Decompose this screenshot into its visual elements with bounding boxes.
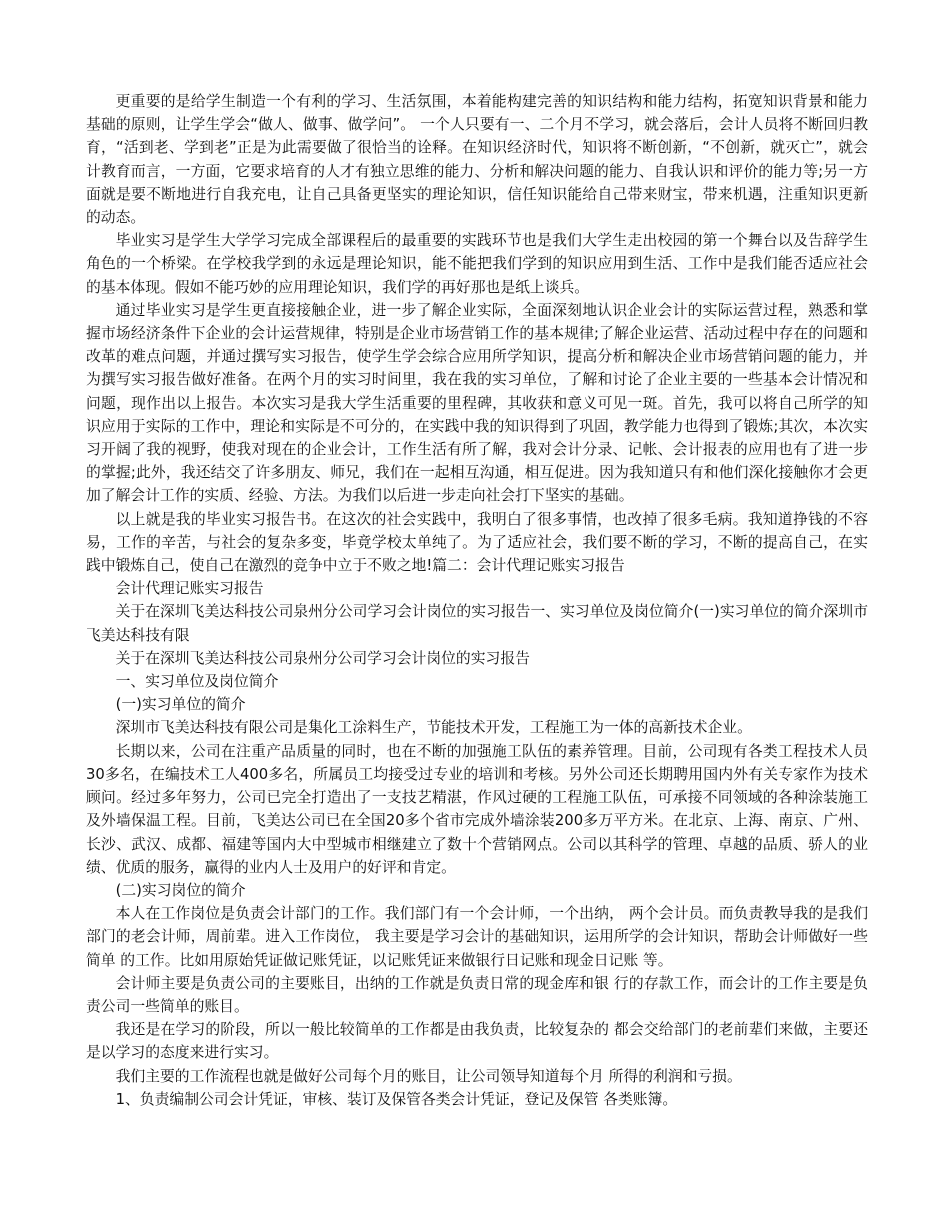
- subsection-heading-unit: (一)实习单位的简介: [115, 696, 246, 714]
- paragraph-learning-stage: 我还是在学习的阶段，所以一般比较简单的工作都是由我负责，比较复杂的 都会交给部门的老前辈们来做，主要还是以学习的态度来进行实习。: [86, 1021, 868, 1062]
- paragraph-internship-importance: 毕业实习是学生大学学习完成全部课程后的最重要的实践环节也是我们大学生走出校园的第一个舞台以及告辞学生角色的一个桥梁。在学校我学到的永远是理论知识，能不能把我们学到的知识应用到生活、工作中是我们能否适应社会的基本体现。假如不能巧妙的应用理论知识，我们学的再好那也是纸上谈兵。: [86, 232, 868, 296]
- report-subtitle: 关于在深圳飞美达科技公司泉州分公司学习会计岗位的实习报告: [115, 649, 530, 667]
- paragraph-education-philosophy: 更重要的是给学生制造一个有利的学习、生活氛围，本着能构建完善的知识结构和能力结构，拓宽知识背景和能力基础的原则，让学生学会“做人、做事、做学问”。 一个人只要有一、二个月不学习，就会落后，会计人员将不断回归教育，“活到老、学到老”正是为此需要做了很恰当的诠释。在知识经济时代，知识将不断创新，“不创新，就灭亡”，就会计教育而言，一方面，它要求培育的人才有独立思维的能力、分析和解决问题的能力、自我认识和评价的能力等;另一方面就是要不断地进行自我充电，让自己具备更坚实的理论知识，信任知识能给自己带来财宝，带来机遇，注重知识更新的动态。: [86, 93, 868, 227]
- paragraph-report-summary: 关于在深圳飞美达科技公司泉州分公司学习会计岗位的实习报告一、实习单位及岗位简介(一)实习单位的简介深圳市飞美达科技有限: [86, 603, 868, 644]
- paragraph-conclusion: 以上就是我的毕业实习报告书。在这次的社会实践中，我明白了很多事情，也改掉了很多毛病。我知道挣钱的不容易，工作的辛苦，与社会的复杂多变，毕竟学校太单纯了。为了适应社会，我们要不断的学习，不断的提高自己，在实践中锻炼自己，使自己在激烈的竞争中立于不败之地!篇二：会计代理记账实习报告: [86, 510, 868, 575]
- paragraph-company-intro: 深圳市飞美达科技有限公司是集化工涂料生产，节能技术开发，工程施工为一体的高新技术企业。: [115, 719, 752, 737]
- document-body: [86, 90, 868, 1111]
- paragraph-internship-goals: 通过毕业实习是学生更直接接触企业，进一步了解企业实际，全面深刻地认识企业会计的实际运营过程，熟悉和掌握市场经济条件下企业的会计运营规律，特别是企业市场营销工作的基本规律;了解企业运营、活动过程中存在的问题和改革的难点问题，并通过撰写实习报告，使学生学会综合应用所学知识，提高分析和解决企业市场营销问题的能力，并为撰写实习报告做好准备。在两个月的实习时间里，我在我的实习单位，了解和讨论了企业主要的一些基本会计情况和问题，现作出以上报告。本次实习是我大学生活重要的里程碑，其收获和意义可见一斑。首先，我可以将自己所学的知识应用于实际的工作中，理论和实际是不可分的，在实践中我的知识得到了巩固，教学能力也得到了锻炼;其次，本次实习开阔了我的视野，使我对现在的企业会计，工作生活有所了解，我对会计分录、记帐、会计报表的应用也有了进一步的掌握;此外，我还结交了许多朋友、师兄，我们在一起相互沟通，相互促进。因为我知道只有和他们深化接触你才会更加了解会计工作的实质、经验、方法。为我们以后进一步走向社会打下坚实的基础。: [86, 301, 868, 505]
- paragraph-accountant-duties: 会计师主要是负责公司的主要账目，出纳的工作就是负责日常的现金库和银 行的存款工作，而会计的工作主要是负责公司一些简单的账目。: [86, 974, 868, 1015]
- section-heading-unit-and-post: 一、实习单位及岗位简介: [115, 673, 279, 691]
- list-item-duty-1: 1、负责编制公司会计凭证，审核、装订及保管各类会计凭证，登记及保管 各类账簿。: [115, 1090, 678, 1108]
- report-title: 会计代理记账实习报告: [115, 580, 264, 598]
- paragraph-workflow: 我们主要的工作流程也就是做好公司每个月的账目，让公司领导知道每个月 所得的利润和亏损。: [115, 1067, 742, 1085]
- paragraph-post-description: 本人在工作岗位是负责会计部门的工作。我们部门有一个会计师，一个出纳， 两个会计员。而负责教导我的是我们部门的老会计师，周前辈。进入工作岗位， 我主要是学习会计的基础知识，运用所学的会计知识，帮助会计师做好一些简单 的工作。比如用原始凭证做记账凭证，以记账凭证来做银行日记账和现金日记账 等。: [86, 905, 868, 969]
- subsection-heading-post: (二)实习岗位的简介: [115, 881, 246, 899]
- paragraph-company-details: 长期以来，公司在注重产品质量的同时，也在不断的加强施工队伍的素养管理。目前，公司现有各类工程技术人员30多名，在编技术工人400多名，所属员工均接受过专业的培训和考核。另外公司还长期聘用国内外有关专家作为技术顾问。经过多年努力，公司已完全打造出了一支技艺精湛，作风过硬的工程施工队伍，可承接不同领域的各种涂装施工及外墙保温工程。目前，飞美达公司已在全国20多个省市完成外墙涂装200多万平方米。在北京、上海、南京、广州、长沙、武汉、成都、福建等国内大中型城市相继建立了数十个营销网点。公司以其科学的管理、卓越的品质、骄人的业绩、优质的服务，赢得的业内人士及用户的好评和肯定。: [86, 742, 868, 876]
